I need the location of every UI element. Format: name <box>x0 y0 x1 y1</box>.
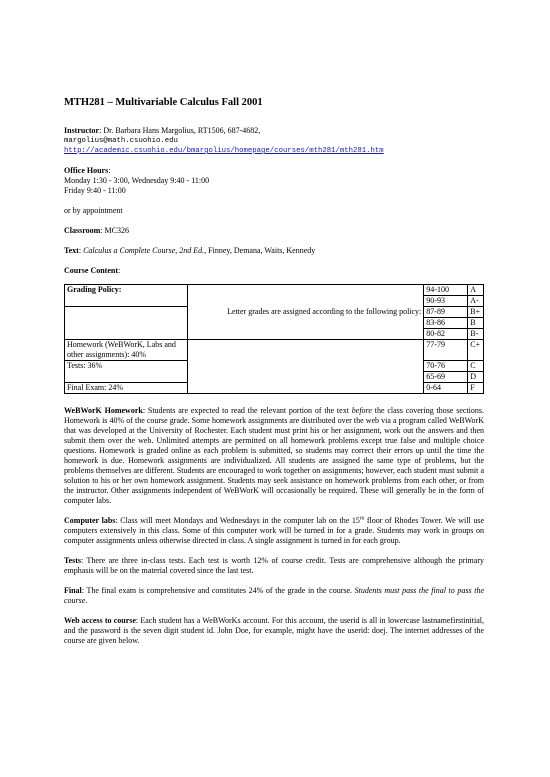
grade-letter: B <box>468 318 484 329</box>
course-title: MTH281 – Multivariable Calculus Fall 2001 <box>64 97 263 108</box>
instructor-line <box>64 126 484 136</box>
grade-letter: B+ <box>468 307 484 318</box>
webwork-paragraph: WeBWorK Homework: Students are expected to read the relevant portion of the text before the class covering those sections. Homework is 40% of the course grade. Some homework assignments are distributed over the web via a program called WeBWorK that was developed at the University of Rochester. Each student must print his or her assignment, work out the answers and then submit them over the web. Unlimited attempts are permitted on all homework problems except true false and multiple choice questions. Homework is graded online as each problem is submitted, so students may correct their errors up until the time the homework is due. Homework assignments are individualized. All students are assigned the same type of problems, but the problems themselves are different. Students are encouraged to work together on assignments; however, each student must submit a solution to his or her own homework assignment. Students may seek assistance on homework problems from each other, or from the instructor. Other assignments independent of WeBWorK will occasionally be required. These will generally be in the form of computer labs. <box>64 406 484 505</box>
grade-range: 80-82 <box>424 329 468 340</box>
table-row <box>65 285 484 296</box>
tests-label: Tests <box>64 556 82 565</box>
course-url-link[interactable]: http://academic.csuohio.edu/bmargolius/homepage/courses/mth281/mth281.htm <box>64 147 384 155</box>
grading-tests: Tests: 36% <box>65 361 188 383</box>
web-access-paragraph: Web access to course: Each student has a WeBWorKs account. For this account, the userid is all in lowercase lastnamefirstinitial, and the password is the seven digit student id. John Doe, for example, might have the userid: doej. The internet addresses of the course are given below. <box>64 616 484 645</box>
text-label: Text <box>64 246 79 255</box>
instructor-text: : Dr. Barbara Hans Margolius, RT1506, 687-4682, <box>99 126 261 135</box>
classroom-value: : MC326 <box>100 226 129 235</box>
instructor-email[interactable]: margolius@math.csuohio.edu <box>64 137 178 145</box>
grading-final: Final Exam: 24% <box>65 383 188 394</box>
final-label: Final <box>64 586 82 595</box>
final-paragraph: Final: The final exam is comprehensive and constitutes 24% of the grade in the course. Students must pass the final to pass the course. <box>64 586 484 605</box>
grade-letter: A <box>468 285 484 296</box>
course-content-line: Course Content: <box>64 266 121 275</box>
grade-letter: C <box>468 361 484 372</box>
grading-policy-description: Letter grades are assigned according to the following policy: <box>227 307 422 316</box>
grade-range: 83-86 <box>424 318 468 329</box>
grade-range: 94-100 <box>424 285 468 296</box>
syllabus-page <box>64 96 484 646</box>
text-line: Text: Calculus a Complete Course, 2nd Ed., Finney, Demana, Waits, Kennedy <box>64 246 316 255</box>
grading-table <box>64 284 484 394</box>
text-title: Calculus a Complete Course, 2nd Ed. <box>83 246 205 255</box>
grade-letter: B- <box>468 329 484 340</box>
grade-range: 77-79 <box>424 340 468 361</box>
office-hours-line-3: or by appointment <box>64 206 123 215</box>
grade-range: 90-93 <box>424 296 468 307</box>
grade-range: 65-69 <box>424 372 468 383</box>
course-content-label: Course Content <box>64 266 118 275</box>
grading-policy-header: Grading Policy: <box>67 285 122 294</box>
tests-paragraph: Tests: There are three in-class tests. Each test is worth 12% of course credit. Tests are comprehensive although the primary emphasis will be on the material covered since the last test. <box>64 556 484 575</box>
webwork-label: WeBWorK Homework <box>64 406 143 415</box>
classroom-label: Classroom <box>64 226 101 235</box>
grade-letter: F <box>468 383 484 394</box>
grade-letter: C+ <box>468 340 484 361</box>
classroom-line <box>64 226 484 236</box>
grade-letter: A- <box>468 296 484 307</box>
web-access-label: Web access to course <box>64 616 136 625</box>
office-hours-label: Office Hours <box>64 166 109 175</box>
grade-range: 87-89 <box>424 307 468 318</box>
computer-labs-paragraph: Computer labs: Class will meet Mondays and Wednesdays in the computer lab on the 15th floor of Rhodes Tower. We will use computers extensively in this class. Some of this computer work will be turned in for a grade. Students may work in groups on computer assignments unless otherwise directed in class. A single assignment is turned in for each group. <box>64 515 485 545</box>
grade-letter: D <box>468 372 484 383</box>
grade-range: 0-64 <box>424 383 468 394</box>
computer-labs-label: Computer labs <box>64 516 116 525</box>
text-authors: , Finney, Demana, Waits, Kennedy <box>204 246 316 255</box>
grading-homework: Homework (WeBWorK, Labs and other assignments): 40% <box>65 340 188 361</box>
office-hours-heading: Office Hours: <box>64 166 111 175</box>
office-hours-line-1: Monday 1:30 - 3:00, Wednesday 9:40 - 11:00 <box>64 176 210 185</box>
grade-range: 70-76 <box>424 361 468 372</box>
instructor-label: Instructor <box>64 126 100 135</box>
table-row <box>65 340 484 361</box>
office-hours-line-2: Friday 9:40 - 11:00 <box>64 186 126 195</box>
